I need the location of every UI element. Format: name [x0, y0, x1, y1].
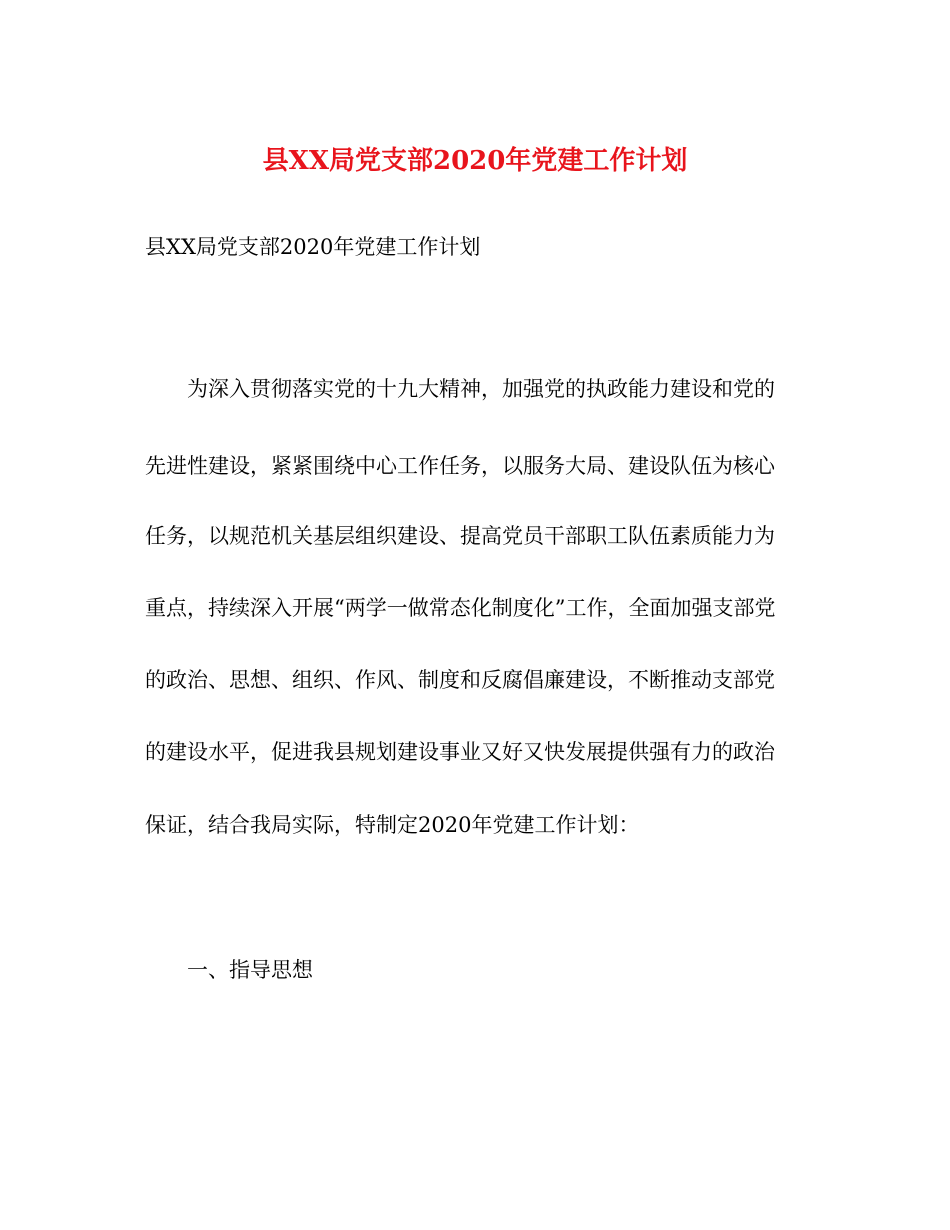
paragraph-line: 重点，持续深入开展“两学一做常态化制度化”工作，全面加强支部党 [145, 596, 776, 620]
paragraph-line: 任务，以规范机关基层组织建设、提高党员干部职工队伍素质能力为 [145, 524, 775, 548]
document-subtitle: 县XX局党支部2020年党建工作计划 [145, 235, 481, 259]
document-title: 县XX局党支部2020年党建工作计划 [262, 146, 688, 176]
paragraph-line: 的建设水平，促进我县规划建设事业又好又快发展提供强有力的政治 [145, 740, 775, 764]
paragraph-line: 为深入贯彻落实党的十九大精神，加强党的执政能力建设和党的 [187, 377, 775, 401]
paragraph-line: 的政治、思想、组织、作风、制度和反腐倡廉建设，不断推动支部党 [145, 668, 775, 692]
section-heading: 一、指导思想 [187, 958, 313, 982]
paragraph-line: 先进性建设，紧紧围绕中心工作任务，以服务大局、建设队伍为核心 [145, 454, 775, 478]
paragraph-line: 保证，结合我局实际，特制定2020年党建工作计划： [145, 813, 640, 837]
